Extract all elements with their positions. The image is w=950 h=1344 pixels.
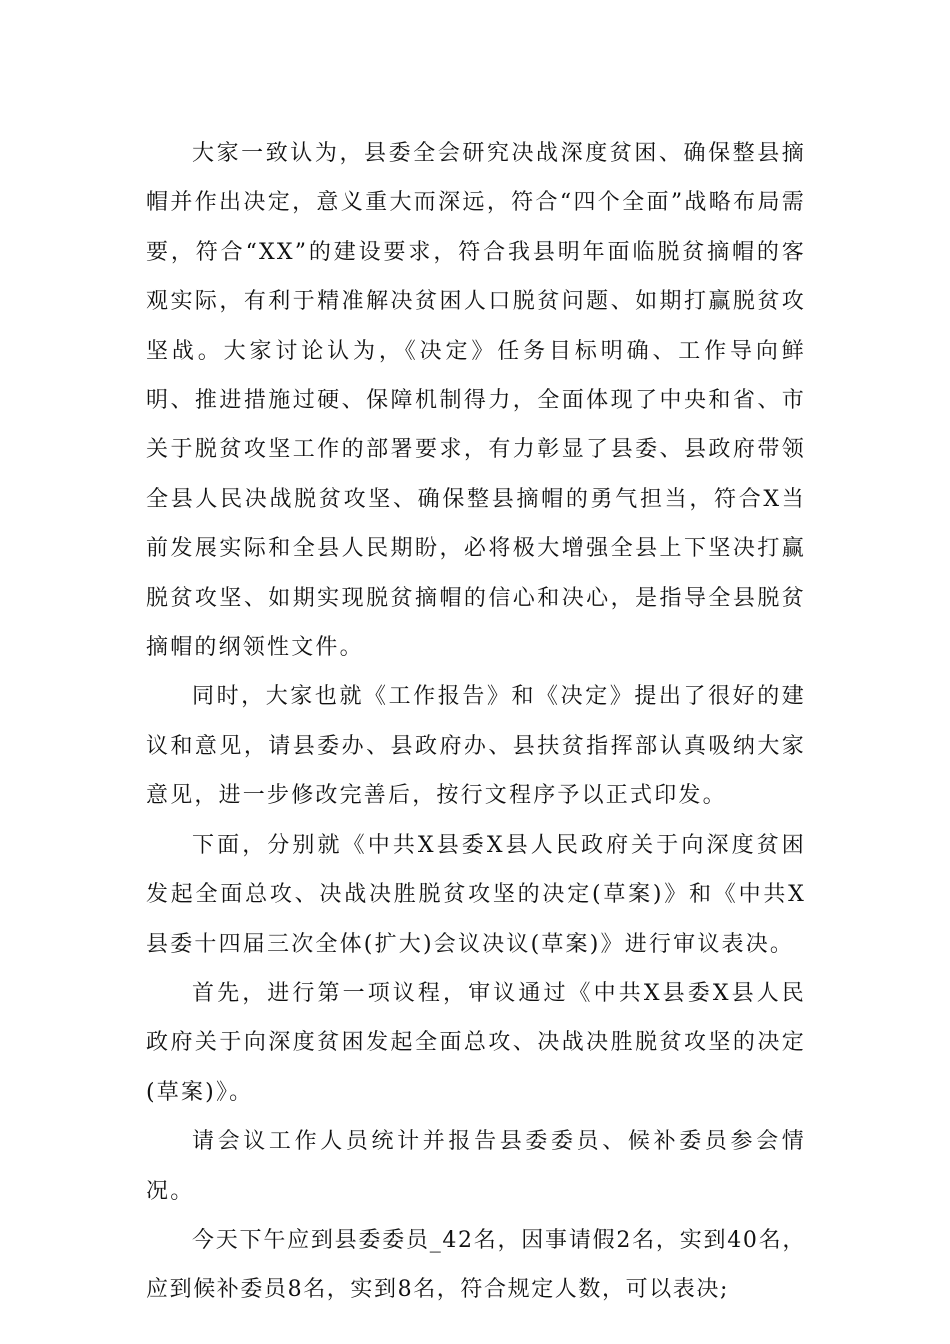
paragraph-suggestions: 同时，大家也就《工作报告》和《决定》提出了很好的建议和意见，请县委办、县政府办、县扶贫指挥部认真吸纳大家意见，进一步修改完善后，按行文程序予以正式印发。 bbox=[146, 684, 806, 809]
paragraph-attendance-request: 请会议工作人员统计并报告县委委员、候补委员参会情况。 bbox=[146, 1129, 806, 1204]
paragraph-review-intro: 下面，分别就《中共X县委X县人民政府关于向深度贫困发起全面总攻、决战决胜脱贫攻坚的决定(草案)》和《中共X县委十四届三次全体(扩大)会议决议(草案)》进行审议表决。 bbox=[146, 832, 806, 957]
paragraph-first-agenda: 首先，进行第一项议程，审议通过《中共X县委X县人民政府关于向深度贫困发起全面总攻、决战决胜脱贫攻坚的决定(草案)》。 bbox=[146, 980, 806, 1105]
paragraph-attendance-report: 今天下午应到县委委员_42名，因事请假2名，实到40名，应到候补委员8名，实到8名，符合规定人数，可以表决; bbox=[146, 1227, 806, 1303]
paragraph-consensus: 大家一致认为，县委全会研究决战深度贫困、确保整县摘帽并作出决定，意义重大而深远，符合“四个全面”战略布局需要，符合“XX”的建设要求，符合我县明年面临脱贫摘帽的客观实际，有利于精准解决贫困人口脱贫问题、如期打赢脱贫攻坚战。大家讨论认为，《决定》任务目标明确、工作导向鲜明、推进措施过硬、保障机制得力，全面体现了中央和省、市关于脱贫攻坚工作的部署要求，有力彰显了县委、县政府带领全县人民决战脱贫攻坚、确保整县摘帽的勇气担当，符合X当前发展实际和全县人民期盼，必将极大增强全县上下坚决打赢脱贫攻坚、如期实现脱贫摘帽的信心和决心，是指导全县脱贫摘帽的纲领性文件。 bbox=[146, 141, 806, 661]
document-body bbox=[146, 129, 806, 1315]
